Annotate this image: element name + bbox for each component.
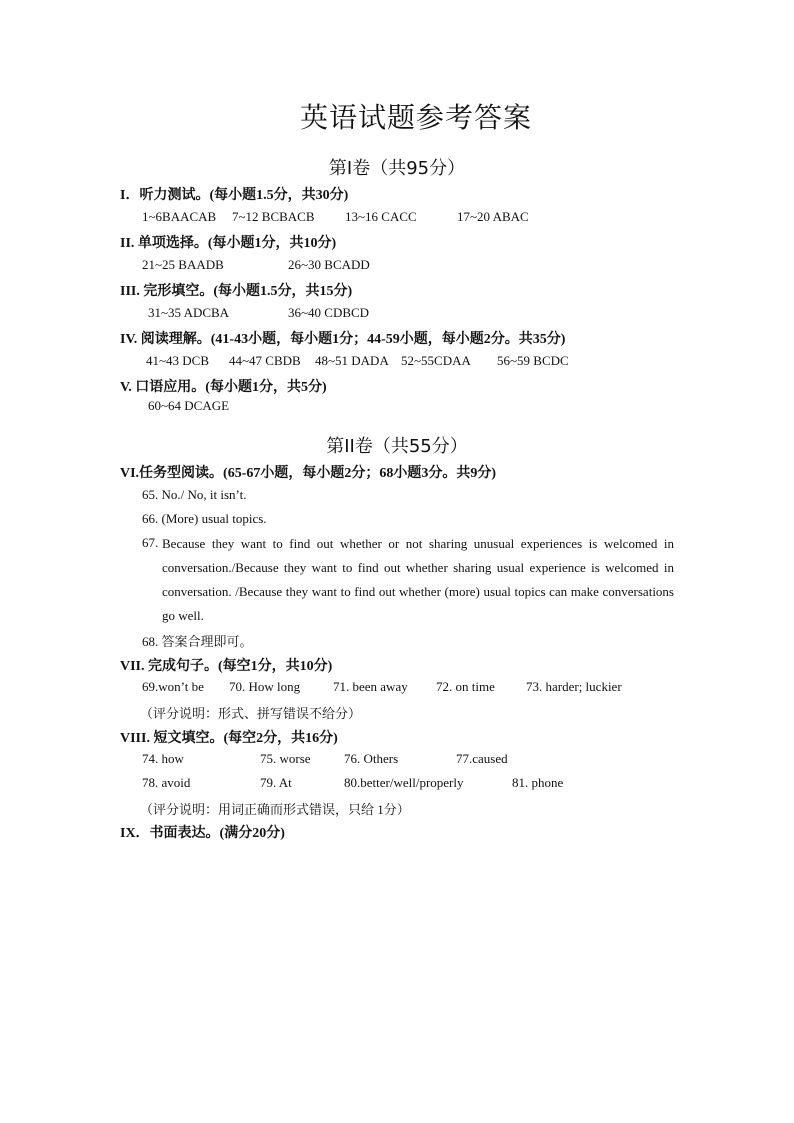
section-1-answer: 7~12 BCBACB	[232, 209, 315, 224]
section-4-answer: 52~55CDAA	[401, 353, 471, 368]
section-8-answer: 79. At	[260, 775, 292, 790]
section-4-answer: 56~59 BCDC	[497, 353, 569, 368]
section-5-heading: V. 口语应用。(每小题1分，共5分)	[120, 380, 327, 395]
section-8-answer: 74. how	[142, 751, 184, 766]
section-8-answer: 75. worse	[260, 751, 311, 766]
section-4-answer: 41~43 DCB	[146, 353, 210, 368]
section-1-answer: 13~16 CACC	[345, 209, 417, 224]
section-2-answer: 21~25 BAADB	[142, 257, 224, 272]
section-6-heading: VI.任务型阅读。(65-67小题，每小题2分；68小题3分。共9分)	[120, 466, 497, 481]
section-8-answer: 76. Others	[344, 751, 399, 766]
section-7-answer: 70. How long	[229, 679, 301, 694]
section-8-answer: 81. phone	[512, 775, 564, 790]
answer-67-text: Because they want to find out whether or not sharing unusual experiences is welcomed in conversation./Because they want to find out whether sharing usual experience is welcomed in conversation. /Because they want to find out whether (more) usual topics can make conversations go well.	[162, 536, 674, 623]
section-3-answer: 31~35 ADCBA	[148, 305, 230, 320]
section-1-answer: 17~20 ABAC	[457, 209, 529, 224]
section-8-heading: VIII. 短文填空。(每空2分，共16分)	[120, 731, 338, 746]
section-8-answer: 77.caused	[456, 751, 508, 766]
page-title: 英语试题参考答案	[299, 101, 532, 134]
section-9-heading: IX．书面表达。(满分20分)	[120, 826, 285, 841]
section-8-note: （评分说明：用词正确而形式错误，只给 1分）	[140, 802, 410, 817]
section-3-heading: III. 完形填空。(每小题1.5分，共15分)	[120, 284, 353, 299]
section-4-answer: 48~51 DADA	[315, 353, 389, 368]
section-7-answer: 72. on time	[436, 679, 495, 694]
section-7-note: （评分说明：形式、拼写错误不给分）	[140, 706, 362, 721]
part-1-heading: 第I卷（共95分）	[328, 158, 466, 179]
section-2-heading: II. 单项选择。(每小题1分，共10分)	[120, 236, 337, 251]
section-4-answer: 44~47 CBDB	[229, 353, 301, 368]
section-1-heading: I．听力测试。(每小题1.5分，共30分)	[120, 188, 349, 203]
answer-66: 66. (More) usual topics.	[142, 511, 267, 526]
section-4-heading: IV. 阅读理解。(41-43小题，每小题1分；44-59小题，每小题2分。共35分)	[120, 332, 566, 347]
section-7-answer: 69.won’t be	[142, 679, 204, 694]
part-2-heading: 第II卷（共55分）	[326, 436, 468, 457]
answer-65: 65. No./ No, it isn’t.	[142, 487, 247, 502]
section-1-answer: 1~6BAACAB	[142, 209, 217, 224]
section-3-answer: 36~40 CDBCD	[288, 305, 370, 320]
section-2-answer: 26~30 BCADD	[288, 257, 370, 272]
section-7-answer: 73. harder; luckier	[526, 679, 622, 694]
section-7-answer: 71. been away	[333, 679, 408, 694]
section-8-answer: 80.better/well/properly	[344, 775, 464, 790]
answer-68: 68. 答案合理即可。	[142, 634, 253, 649]
section-8-answer: 78. avoid	[142, 775, 191, 790]
section-5-answer: 60~64 DCAGE	[148, 398, 230, 413]
answer-67-number: 67.	[142, 535, 159, 550]
section-7-heading: VII. 完成句子。(每空1分，共10分)	[120, 659, 333, 674]
